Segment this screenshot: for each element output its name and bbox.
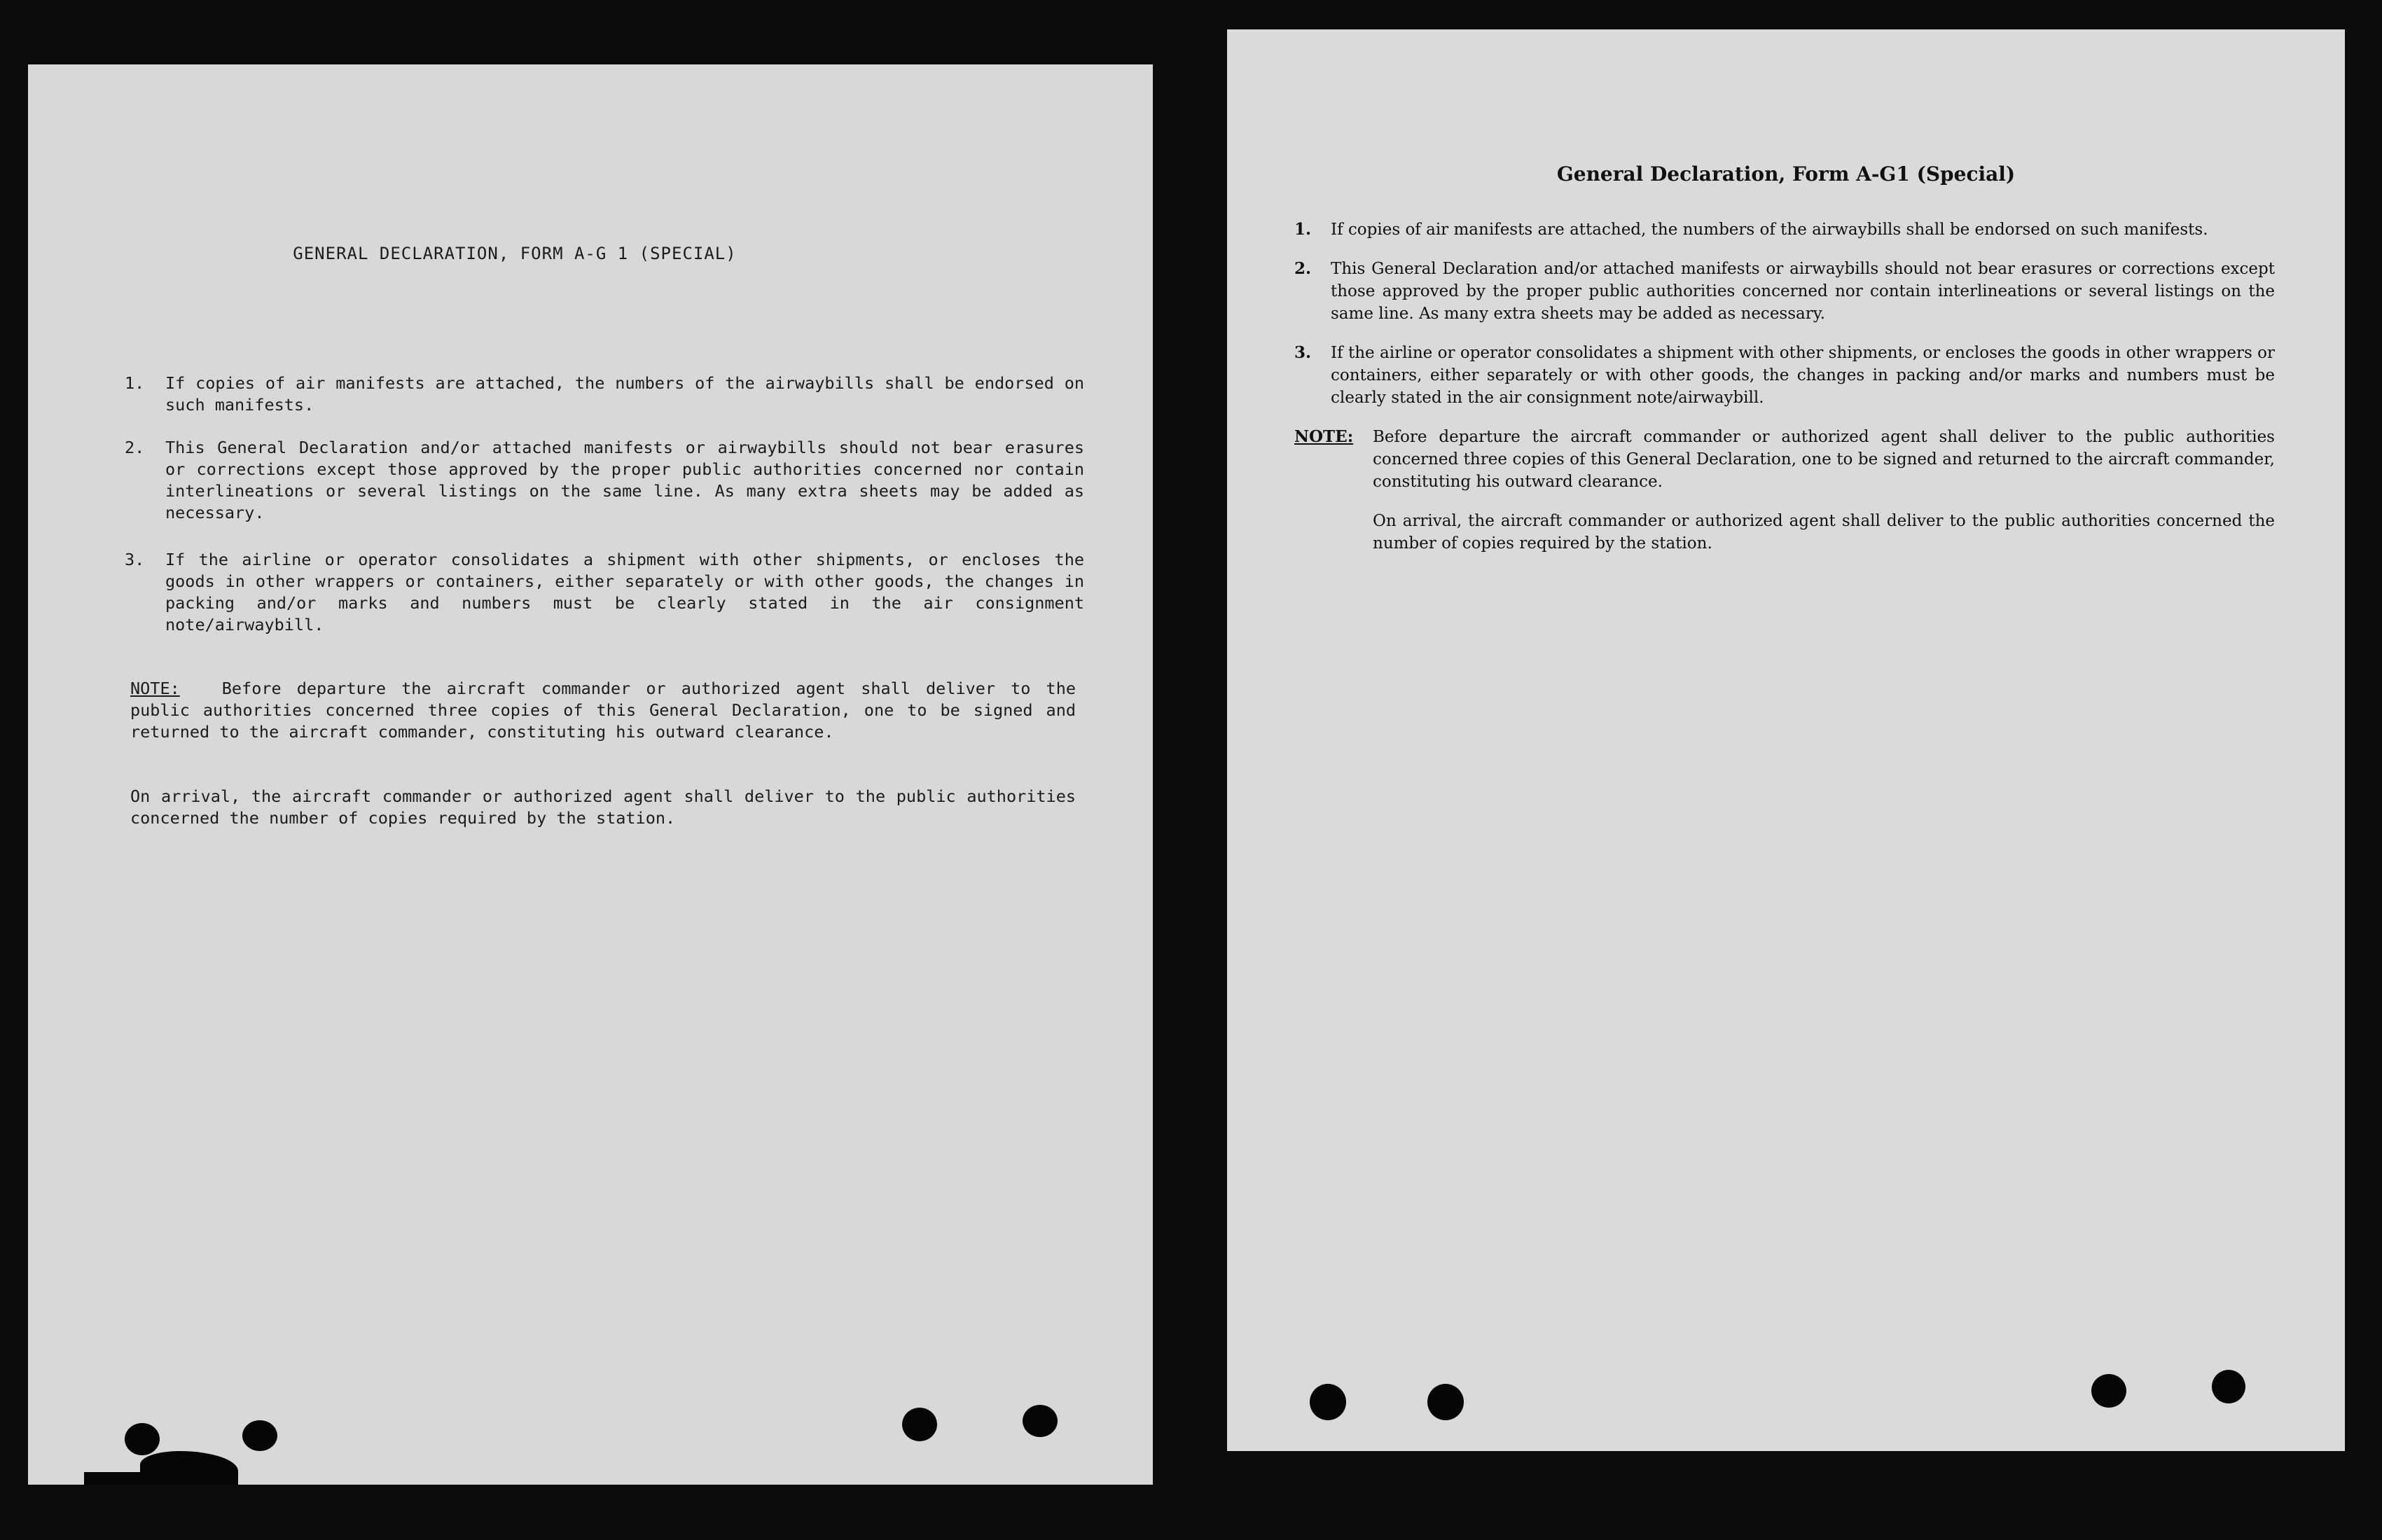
- right-page: [1227, 29, 2345, 1451]
- punch-hole: [125, 1423, 160, 1455]
- right-list-item-2: [1294, 258, 2275, 325]
- punch-hole: [1023, 1405, 1058, 1437]
- right-item-1-number: 1.: [1294, 220, 1312, 239]
- left-item-1-text: If copies of air manifests are attached, the numbers of the airwaybills shall be endorsed on such manifests.: [165, 373, 1084, 415]
- punch-hole: [1427, 1384, 1464, 1420]
- right-item-1-text: If copies of air manifests are attached, the numbers of the airwaybills shall be endorsed on such manifests.: [1331, 221, 2208, 239]
- torn-edge: [84, 1472, 168, 1485]
- right-note-text: Before departure the aircraft commander or authorized agent shall deliver to the public authorities concerned three copies of this General Declaration, one to be signed and returned to the aircraft commander, constituting his outward clearance.: [1373, 428, 2275, 491]
- right-page-title: General Declaration, Form A-G1 (Special): [1556, 162, 2016, 186]
- right-item-2-text: This General Declaration and/or attached manifests or airwaybills should not bear erasures or corrections except those approved by the proper public authorities concerned nor contain interlineations or several listings on the same line. As many extra sheets may be added as necessary.: [1331, 260, 2275, 323]
- left-note-label: NOTE:: [130, 679, 180, 698]
- punch-hole: [1310, 1384, 1346, 1420]
- left-item-1-number: 1.: [125, 373, 145, 393]
- left-note-text: Before departure the aircraft commander or authorized agent shall deliver to the public authorities concerned three copies of this General Declaration, one to be signed and returned to the aircraft commander, constituting his outward clearance.: [130, 679, 1076, 742]
- right-list-item-1: [1294, 218, 2275, 241]
- right-note-label: NOTE:: [1294, 427, 1354, 446]
- punch-hole: [2212, 1370, 2245, 1403]
- left-page-title: GENERAL DECLARATION, FORM A-G 1 (SPECIAL): [293, 244, 737, 263]
- left-item-2-text: This General Declaration and/or attached manifests or airwaybills should not bear erasures or corrections except those approved by the proper public authorities concerned nor contain interlineations or several listings on the same line. As many extra sheets may be added as necessary.: [165, 438, 1084, 522]
- left-note: [130, 678, 1076, 743]
- left-list-item-1: [125, 373, 1084, 416]
- left-item-2-number: 2.: [125, 438, 145, 457]
- right-item-3-text: If the airline or operator consolidates a shipment with other shipments, or encloses the goods in other wrappers or containers, either separately or with other goods, the changes in packing and/or marks and numbers must be clearly stated in the air consignment note/airwaybill.: [1331, 344, 2275, 407]
- right-list-item-3: [1294, 342, 2275, 409]
- left-arrival-text: On arrival, the aircraft commander or authorized agent shall deliver to the public authorities concerned the number of copies required by the station.: [130, 786, 1076, 828]
- punch-hole: [2091, 1374, 2126, 1408]
- left-list-item-2: [125, 437, 1084, 524]
- right-item-2-number: 2.: [1294, 259, 1312, 278]
- right-arrival-text: On arrival, the aircraft commander or authorized agent shall deliver to the public authorities concerned the number of copies required by the station.: [1373, 512, 2275, 553]
- right-item-3-number: 3.: [1294, 343, 1312, 362]
- left-page: [28, 64, 1153, 1485]
- punch-hole: [242, 1420, 277, 1451]
- punch-hole: [902, 1408, 937, 1441]
- left-item-3-text: If the airline or operator consolidates a shipment with other shipments, or encloses the goods in other wrappers or containers, either separately or with other goods, the changes in packing and/or marks and numbers must be clearly stated in the air consignment note/airwaybill.: [165, 550, 1084, 634]
- left-list-item-3: [125, 549, 1084, 636]
- left-item-3-number: 3.: [125, 550, 145, 569]
